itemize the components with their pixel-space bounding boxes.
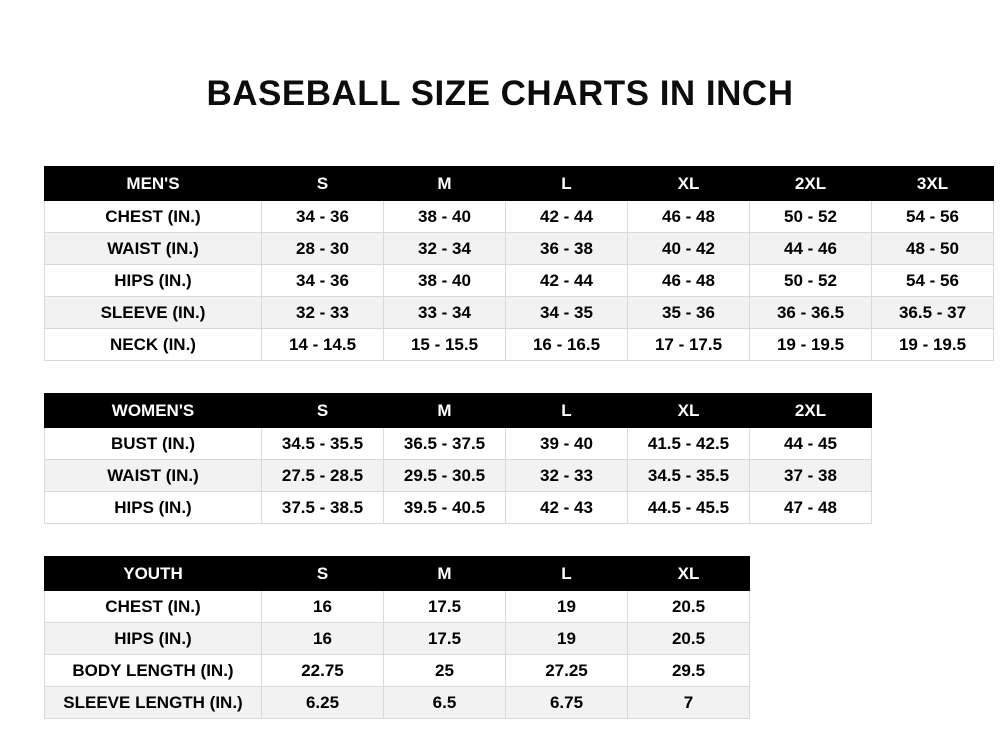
table-cell: 50 - 52: [750, 265, 872, 297]
column-header: 2XL: [750, 394, 872, 428]
column-header: S: [262, 394, 384, 428]
column-header: YOUTH: [45, 557, 262, 591]
table-cell: 37.5 - 38.5: [262, 492, 384, 524]
table-cell: 20.5: [628, 591, 750, 623]
table-cell: 34.5 - 35.5: [628, 460, 750, 492]
table-row: [45, 265, 994, 297]
table-cell: 27.5 - 28.5: [262, 460, 384, 492]
table-row: [45, 460, 872, 492]
row-label: SLEEVE (IN.): [45, 297, 262, 329]
table-cell: 42 - 44: [506, 265, 628, 297]
table-cell: 22.75: [262, 655, 384, 687]
row-label: WAIST (IN.): [45, 460, 262, 492]
table-cell: 6.5: [384, 687, 506, 719]
column-header: M: [384, 394, 506, 428]
table-row: [45, 297, 994, 329]
table-cell: 28 - 30: [262, 233, 384, 265]
table-cell: 54 - 56: [872, 201, 994, 233]
table-row: [45, 591, 750, 623]
table-cell: 36 - 36.5: [750, 297, 872, 329]
table-cell: 48 - 50: [872, 233, 994, 265]
page-title: BASEBALL SIZE CHARTS IN INCH: [206, 74, 794, 113]
table-cell: 44 - 46: [750, 233, 872, 265]
table-cell: 17.5: [384, 591, 506, 623]
table-cell: 37 - 38: [750, 460, 872, 492]
table-cell: 16 - 16.5: [506, 329, 628, 361]
mens-size-table: [44, 166, 994, 361]
table-cell: 29.5: [628, 655, 750, 687]
column-header: S: [262, 557, 384, 591]
column-header: S: [262, 167, 384, 201]
table-cell: 14 - 14.5: [262, 329, 384, 361]
table-cell: 16: [262, 591, 384, 623]
column-header: 3XL: [872, 167, 994, 201]
table-cell: 19 - 19.5: [750, 329, 872, 361]
table-header-row: [45, 167, 994, 201]
table-cell: 20.5: [628, 623, 750, 655]
table-row: [45, 428, 872, 460]
table-row: [45, 329, 994, 361]
table-cell: 17.5: [384, 623, 506, 655]
table-cell: 19: [506, 591, 628, 623]
table-cell: 40 - 42: [628, 233, 750, 265]
table-cell: 17 - 17.5: [628, 329, 750, 361]
table-cell: 34 - 35: [506, 297, 628, 329]
table-cell: 19: [506, 623, 628, 655]
row-label: BODY LENGTH (IN.): [45, 655, 262, 687]
table-cell: 6.25: [262, 687, 384, 719]
row-label: WAIST (IN.): [45, 233, 262, 265]
row-label: CHEST (IN.): [45, 591, 262, 623]
table-cell: 25: [384, 655, 506, 687]
table-cell: 41.5 - 42.5: [628, 428, 750, 460]
table-cell: 32 - 33: [506, 460, 628, 492]
table-header-row: [45, 394, 872, 428]
table-cell: 15 - 15.5: [384, 329, 506, 361]
table-row: [45, 623, 750, 655]
row-label: HIPS (IN.): [45, 492, 262, 524]
column-header: MEN'S: [45, 167, 262, 201]
row-label: HIPS (IN.): [45, 265, 262, 297]
size-tables-container: [0, 166, 1000, 719]
table-row: [45, 492, 872, 524]
table-cell: 32 - 34: [384, 233, 506, 265]
table-row: [45, 687, 750, 719]
table-cell: 42 - 43: [506, 492, 628, 524]
column-header: XL: [628, 394, 750, 428]
table-cell: 34.5 - 35.5: [262, 428, 384, 460]
table-cell: 39 - 40: [506, 428, 628, 460]
table-cell: 38 - 40: [384, 265, 506, 297]
table-cell: 29.5 - 30.5: [384, 460, 506, 492]
table-cell: 44.5 - 45.5: [628, 492, 750, 524]
table-cell: 44 - 45: [750, 428, 872, 460]
table-row: [45, 233, 994, 265]
table-cell: 27.25: [506, 655, 628, 687]
column-header: WOMEN'S: [45, 394, 262, 428]
row-label: CHEST (IN.): [45, 201, 262, 233]
column-header: 2XL: [750, 167, 872, 201]
table-row: [45, 201, 994, 233]
table-cell: 34 - 36: [262, 201, 384, 233]
table-cell: 50 - 52: [750, 201, 872, 233]
table-cell: 34 - 36: [262, 265, 384, 297]
column-header: XL: [628, 167, 750, 201]
table-cell: 16: [262, 623, 384, 655]
table-cell: 33 - 34: [384, 297, 506, 329]
table-cell: 46 - 48: [628, 201, 750, 233]
column-header: L: [506, 557, 628, 591]
column-header: M: [384, 167, 506, 201]
row-label: NECK (IN.): [45, 329, 262, 361]
table-cell: 19 - 19.5: [872, 329, 994, 361]
table-header-row: [45, 557, 750, 591]
womens-size-table: [44, 393, 872, 524]
table-cell: 38 - 40: [384, 201, 506, 233]
table-cell: 36 - 38: [506, 233, 628, 265]
column-header: M: [384, 557, 506, 591]
table-cell: 36.5 - 37: [872, 297, 994, 329]
row-label: BUST (IN.): [45, 428, 262, 460]
column-header: XL: [628, 557, 750, 591]
table-cell: 32 - 33: [262, 297, 384, 329]
table-cell: 35 - 36: [628, 297, 750, 329]
column-header: L: [506, 394, 628, 428]
youth-size-table: [44, 556, 750, 719]
table-cell: 7: [628, 687, 750, 719]
table-cell: 36.5 - 37.5: [384, 428, 506, 460]
table-cell: 42 - 44: [506, 201, 628, 233]
table-cell: 39.5 - 40.5: [384, 492, 506, 524]
row-label: HIPS (IN.): [45, 623, 262, 655]
table-cell: 47 - 48: [750, 492, 872, 524]
column-header: L: [506, 167, 628, 201]
table-cell: 54 - 56: [872, 265, 994, 297]
table-row: [45, 655, 750, 687]
table-cell: 46 - 48: [628, 265, 750, 297]
row-label: SLEEVE LENGTH (IN.): [45, 687, 262, 719]
table-cell: 6.75: [506, 687, 628, 719]
